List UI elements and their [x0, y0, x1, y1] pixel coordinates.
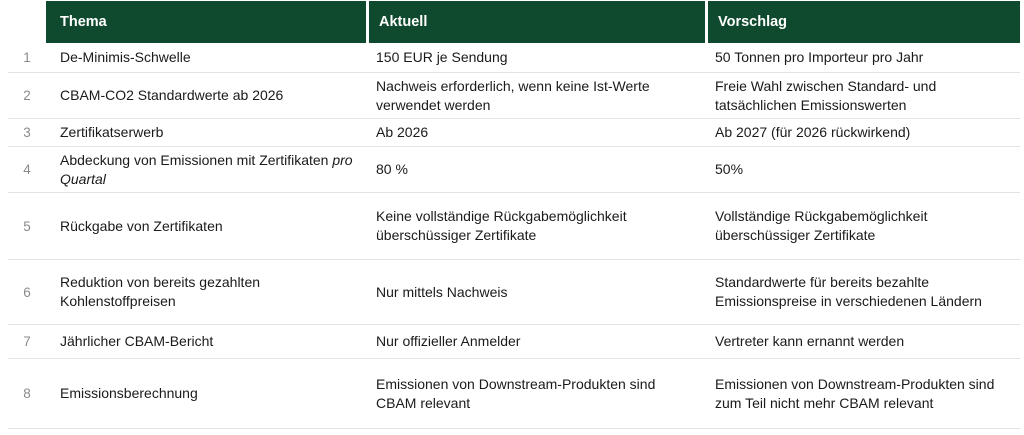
table-row	[8, 325, 1020, 359]
cell-thema	[46, 147, 366, 193]
cell-aktuell: 150 EUR je Sendung	[366, 43, 705, 73]
cell-vorschlag: 50 Tonnen pro Importeur pro Jahr	[705, 43, 1020, 73]
column-header-aktuell: Aktuell	[366, 1, 705, 43]
cell-vorschlag: Vertreter kann ernannt werden	[705, 325, 1020, 359]
cell-thema: De-Minimis-Schwelle	[46, 43, 366, 73]
cell-thema: CBAM-CO2 Standardwerte ab 2026	[46, 73, 366, 119]
row-number: 7	[8, 325, 46, 359]
cell-vorschlag: Emissionen von Downstream-Produkten sind zum Teil nicht mehr CBAM relevant	[705, 359, 1020, 429]
table-row	[8, 147, 1020, 193]
cell-vorschlag: Freie Wahl zwischen Standard- und tatsächlichen Emissionswerten	[705, 73, 1020, 119]
cell-aktuell: Nur mittels Nachweis	[366, 260, 705, 325]
cell-vorschlag: Vollständige Rückgabemöglichkeit überschüssiger Zertifikate	[705, 193, 1020, 260]
header-number-spacer	[8, 1, 46, 43]
cell-thema: Zertifikatserwerb	[46, 119, 366, 147]
cell-vorschlag: Ab 2027 (für 2026 rückwirkend)	[705, 119, 1020, 147]
header-row	[8, 1, 1020, 43]
thema-italic-text: pro Quartal	[60, 151, 353, 187]
row-number: 2	[8, 73, 46, 119]
cell-vorschlag: Standardwerte für bereits bezahlte Emissionspreise in verschiedenen Ländern	[705, 260, 1020, 325]
table-row	[8, 73, 1020, 119]
cell-thema: Emissionsberechnung	[46, 359, 366, 429]
thema-text: Abdeckung von Emissionen mit Zertifikaten	[60, 151, 329, 168]
table-row	[8, 193, 1020, 260]
table-row	[8, 43, 1020, 73]
cbam-comparison-table	[8, 1, 1020, 429]
row-number: 3	[8, 119, 46, 147]
cell-thema: Rückgabe von Zertifikaten	[46, 193, 366, 260]
cell-aktuell: Keine vollständige Rückgabemöglichkeit überschüssiger Zertifikate	[366, 193, 705, 260]
column-header-thema: Thema	[46, 1, 366, 43]
column-header-vorschlag: Vorschlag	[705, 1, 1020, 43]
table-header	[8, 1, 1020, 43]
table-body	[8, 43, 1020, 429]
row-number: 4	[8, 147, 46, 193]
cell-aktuell: Nur offizieller Anmelder	[366, 325, 705, 359]
table-row	[8, 260, 1020, 325]
cell-aktuell: 80 %	[366, 147, 705, 193]
row-number: 8	[8, 359, 46, 429]
cell-thema: Reduktion von bereits gezahlten Kohlenstoffpreisen	[46, 260, 366, 325]
cell-thema: Jährlicher CBAM-Bericht	[46, 325, 366, 359]
row-number: 5	[8, 193, 46, 260]
row-number: 6	[8, 260, 46, 325]
table-row	[8, 359, 1020, 429]
cell-vorschlag: 50%	[705, 147, 1020, 193]
cell-aktuell: Ab 2026	[366, 119, 705, 147]
cell-aktuell: Emissionen von Downstream-Produkten sind CBAM relevant	[366, 359, 705, 429]
row-number: 1	[8, 43, 46, 73]
table-row	[8, 119, 1020, 147]
cell-aktuell: Nachweis erforderlich, wenn keine Ist-Werte verwendet werden	[366, 73, 705, 119]
